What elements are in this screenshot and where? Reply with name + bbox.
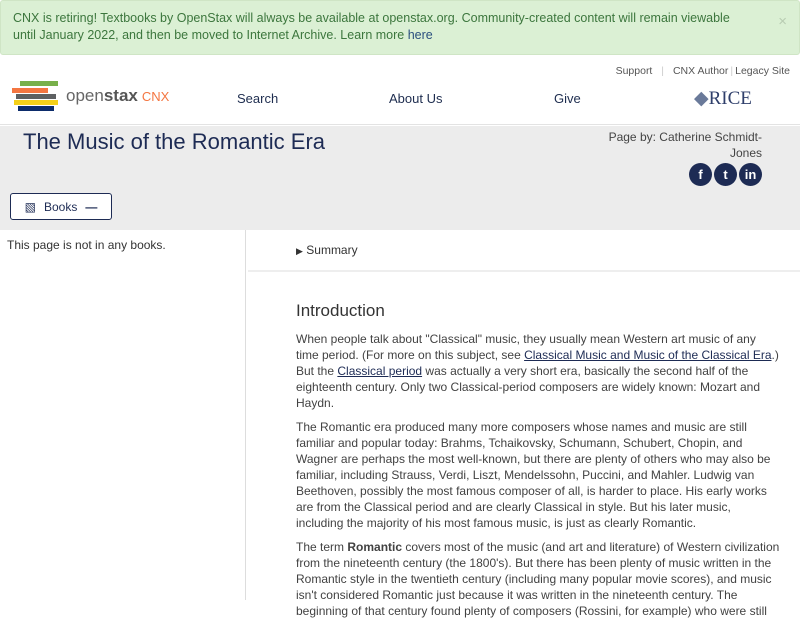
shield-icon: ◆ — [694, 88, 709, 109]
text: covers most of the music (and art and literature) of Western civilization from the nineteenth century (the 1800's). But there has been plenty of music written in the Romantic style in the twentieth century (including many popular movie scores), and music isn't considered Romantic just because it was written in the nineteenth century. The beginning of that century found plenty of composers (Rossini, for example) who were still — [296, 540, 780, 618]
divider: | — [730, 65, 734, 77]
minus-icon: — — [85, 199, 98, 214]
facebook-icon[interactable]: f — [689, 163, 712, 186]
site-header — [0, 57, 800, 125]
paragraph: The Romantic era produced many more composers whose names and music are still familiar and popular today: Brahms, Tchaikovsky, Schumann, Schubert, Chopin, and Wagner are perhaps the most well-known, but there are plenty of others who may also be familiar, including Strauss, Verdi, Liszt, Mendelssohn, Puccini, and Mahler. Ludwig van Beethoven, possibly the most famous composer of all, is harder to place. His early works are from the Classical period and are clearly Classical in style. But his later music, including the majority of his most famous music, is just as clearly Romantic. — [296, 420, 771, 530]
brand-name[interactable] — [66, 86, 169, 106]
books-button[interactable] — [10, 193, 112, 220]
byline: Page by: Catherine Schmidt-Jones — [608, 130, 762, 160]
page-title: The Music of the Romantic Era — [23, 129, 326, 154]
rice-logo[interactable] — [694, 87, 752, 110]
paragraph — [296, 539, 780, 619]
openstax-logo-icon[interactable] — [12, 81, 62, 111]
nav-search[interactable]: Search — [237, 91, 279, 106]
books-sidebar — [0, 230, 246, 600]
page-content — [296, 303, 780, 627]
bold-term: Romantic — [347, 540, 403, 554]
alert-text: CNX is retiring! Textbooks by OpenStax will always be available at openstax.org. Community-created content will remain viewable until January 2022, and then be moved to Internet Archive. Learn more — [13, 11, 730, 42]
classical-music-link[interactable]: Classical Music and Music of the Classical Era — [524, 348, 772, 362]
book-icon: ▧ — [24, 199, 36, 214]
summary-toggle[interactable] — [248, 230, 800, 272]
twitter-icon[interactable]: t — [714, 163, 737, 186]
summary-label: Summary — [306, 243, 358, 257]
no-books-text: This page is not in any books. — [7, 238, 166, 252]
legacy-site-link[interactable]: Legacy Site — [735, 65, 790, 77]
text: When people talk about "Classical" music, they usually mean Western art music of any time period. (For more on this subject, see — [296, 332, 756, 362]
brand-light: open — [66, 86, 104, 105]
linkedin-icon[interactable]: in — [739, 163, 762, 186]
classical-period-link[interactable]: Classical period — [337, 364, 423, 378]
close-icon[interactable]: × — [778, 13, 787, 30]
social-links — [689, 163, 762, 186]
nav-about-us[interactable]: About Us — [389, 91, 443, 106]
rice-text: RICE — [708, 88, 752, 109]
books-label: Books — [43, 199, 78, 214]
brand-bold: stax — [103, 86, 138, 105]
section-heading: Introduction — [296, 301, 385, 320]
nav-give[interactable]: Give — [554, 91, 581, 106]
top-links — [610, 65, 790, 77]
title-bar — [0, 126, 800, 230]
text: The term — [296, 540, 348, 554]
support-link[interactable]: Support — [615, 65, 653, 77]
text: .) But the — [296, 348, 779, 378]
text: was actually a very short era, basically the second half of the eighteenth century. Only two Classical-period composers are widely known: Mozart and Haydn. — [296, 364, 760, 410]
paragraph — [296, 331, 780, 411]
caret-right-icon: ▶ — [296, 246, 303, 256]
divider: | — [661, 65, 665, 77]
learn-more-link[interactable]: here — [407, 28, 433, 42]
cnx-author-link[interactable]: CNX Author — [672, 65, 729, 77]
retirement-alert — [0, 0, 800, 55]
brand-cnx: CNX — [141, 89, 170, 104]
